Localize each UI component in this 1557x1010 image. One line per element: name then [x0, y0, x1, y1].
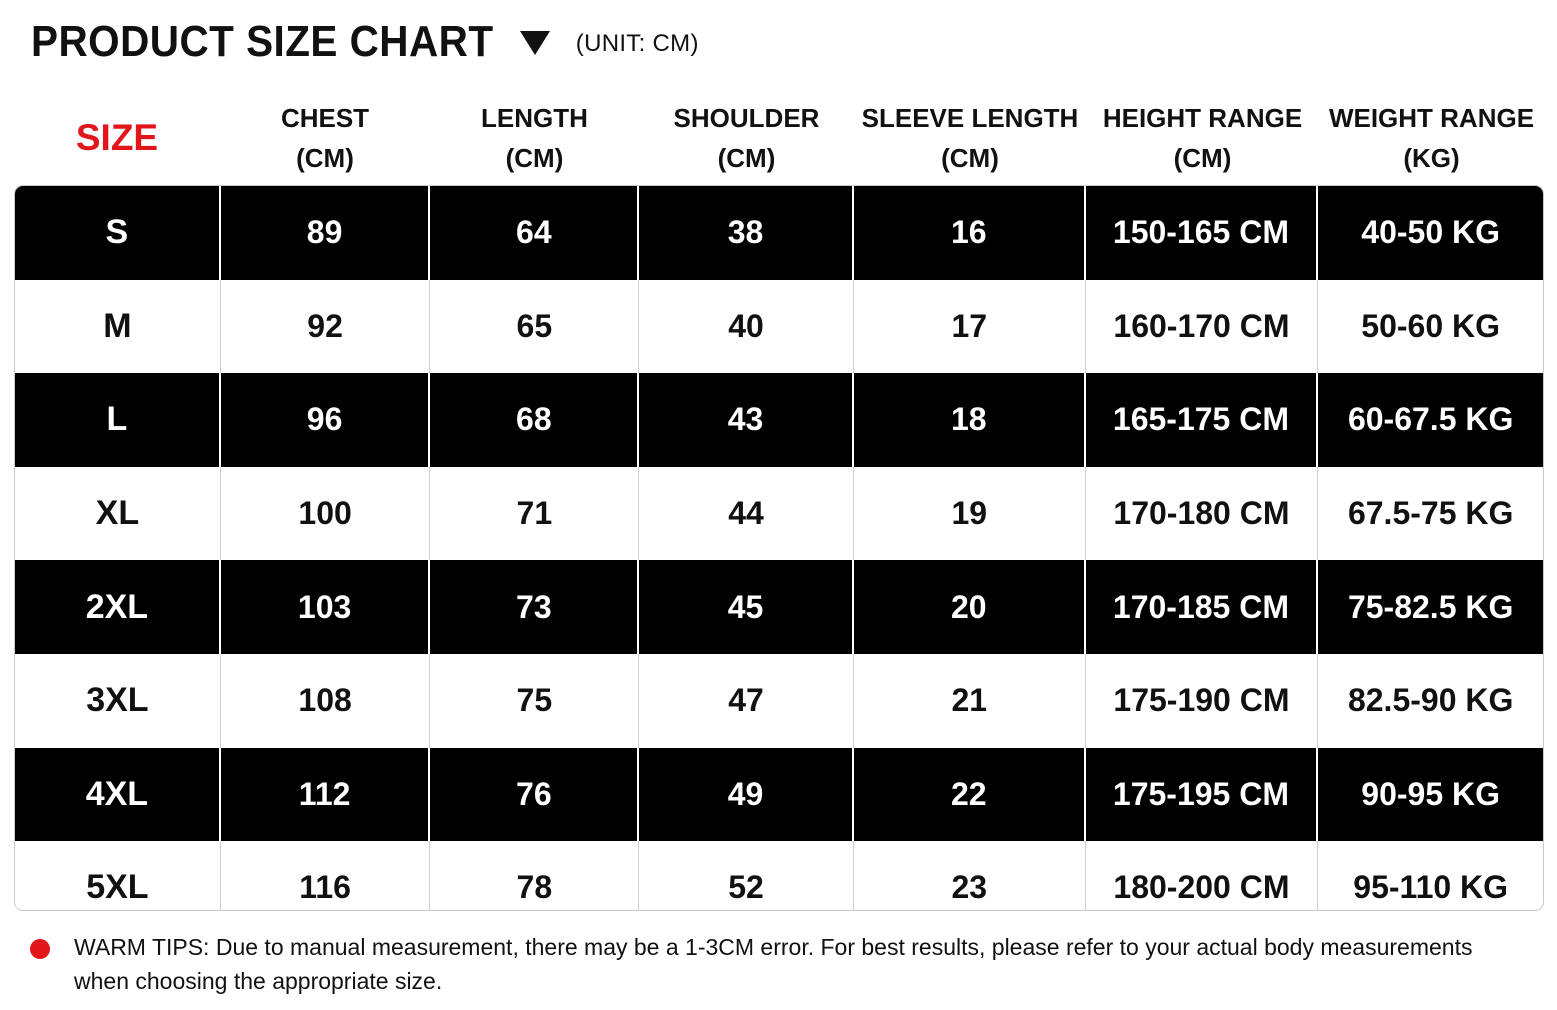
cell-size: L: [15, 373, 221, 467]
cell-chest: 108: [221, 654, 431, 748]
cell-weight-range: 82.5-90 KG: [1347, 682, 1514, 719]
cell-height-range: 175-190 CM: [1086, 654, 1319, 748]
cell-size: M: [15, 280, 221, 374]
cell-shoulder: 38: [639, 186, 854, 280]
page-title: PRODUCT SIZE CHART: [31, 17, 494, 66]
cell-sleeve-length: 23: [854, 841, 1086, 911]
cell-length: 76: [430, 748, 639, 842]
header-height-range: [1086, 92, 1319, 184]
cell-chest: 112: [221, 748, 431, 842]
table-row: [15, 373, 1543, 467]
cell-sleeve-length: 18: [854, 373, 1086, 467]
cell-length: 65: [430, 280, 639, 374]
table-row: [15, 841, 1543, 911]
cell-length: 73: [430, 560, 639, 654]
header-weight-range-label: WEIGHT RANGE: [1328, 103, 1535, 133]
cell-chest: 103: [221, 560, 431, 654]
table-row: [15, 467, 1543, 561]
cell-chest: 116: [221, 841, 431, 911]
header-shoulder: [639, 92, 854, 184]
cell-height-range: 170-185 CM: [1086, 560, 1319, 654]
cell-weight-range: 75-82.5 KG: [1347, 588, 1514, 625]
cell-shoulder: 40: [639, 280, 854, 374]
cell-chest: 100: [221, 467, 431, 561]
header-height-range-unit: (CM): [1173, 143, 1232, 173]
cell-sleeve-length: 19: [854, 467, 1086, 561]
cell-weight-range: 90-95 KG: [1361, 775, 1501, 812]
triangle-down-icon: [520, 31, 550, 55]
header-shoulder-unit: (CM): [717, 143, 776, 173]
table-row: [15, 654, 1543, 748]
header-sleeve-length-unit: (CM): [941, 143, 999, 173]
cell-size: 4XL: [15, 748, 221, 842]
header-height-range-label: HEIGHT RANGE: [1102, 103, 1303, 133]
cell-shoulder: 43: [639, 373, 854, 467]
cell-weight-range: 60-67.5 KG: [1347, 401, 1514, 438]
size-table: [14, 185, 1544, 911]
cell-shoulder: 49: [639, 748, 854, 842]
cell-chest: 96: [221, 373, 431, 467]
cell-height-range: 180-200 CM: [1086, 841, 1319, 911]
cell-length: 71: [430, 467, 639, 561]
cell-height-range: 170-180 CM: [1086, 467, 1319, 561]
cell-weight-range: 50-60 KG: [1361, 307, 1501, 344]
red-dot-icon: [30, 939, 50, 959]
cell-size: 2XL: [15, 560, 221, 654]
cell-weight-range: 40-50 KG: [1361, 214, 1501, 251]
warm-tips-text: WARM TIPS: Due to manual measurement, there may be a 1-3CM error. For best results, please refer to your actual body measurements when choosing the appropriate size.: [74, 934, 1473, 994]
table-row: [15, 186, 1543, 280]
cell-size: XL: [15, 467, 221, 561]
cell-shoulder: 47: [639, 654, 854, 748]
cell-height-range: 160-170 CM: [1086, 280, 1319, 374]
header-size-label: SIZE: [75, 117, 159, 158]
cell-height-range: 175-195 CM: [1086, 748, 1319, 842]
header-chest-label: CHEST: [280, 103, 370, 133]
cell-size: 3XL: [15, 654, 221, 748]
cell-size: S: [15, 186, 221, 280]
warm-tips: [30, 930, 1530, 998]
cell-weight-range: 67.5-75 KG: [1347, 495, 1514, 532]
cell-height-range: 150-165 CM: [1086, 186, 1319, 280]
cell-length: 64: [430, 186, 639, 280]
header-weight-range-unit: (KG): [1403, 143, 1460, 173]
header-chest: [220, 92, 430, 184]
cell-shoulder: 44: [639, 467, 854, 561]
unit-label: (UNIT: CM): [575, 30, 699, 57]
cell-size: 5XL: [15, 841, 221, 911]
cell-sleeve-length: 21: [854, 654, 1086, 748]
cell-weight-range: 95-110 KG: [1353, 869, 1509, 906]
table-row: [15, 280, 1543, 374]
cell-chest: 92: [221, 280, 431, 374]
cell-shoulder: 52: [639, 841, 854, 911]
cell-length: 68: [430, 373, 639, 467]
cell-length: 75: [430, 654, 639, 748]
cell-sleeve-length: 20: [854, 560, 1086, 654]
table-header: [14, 92, 1544, 184]
header-length-label: LENGTH: [481, 103, 588, 133]
header-size: [14, 92, 220, 184]
cell-chest: 89: [221, 186, 431, 280]
title-row: [31, 14, 699, 70]
header-shoulder-label: SHOULDER: [673, 103, 820, 133]
cell-sleeve-length: 22: [854, 748, 1086, 842]
header-chest-unit: (CM): [296, 143, 354, 173]
table-row: [15, 748, 1543, 842]
cell-sleeve-length: 16: [854, 186, 1086, 280]
cell-shoulder: 45: [639, 560, 854, 654]
cell-length: 78: [430, 841, 639, 911]
cell-sleeve-length: 17: [854, 280, 1086, 374]
table-row: [15, 560, 1543, 654]
cell-height-range: 165-175 CM: [1086, 373, 1319, 467]
header-weight-range: [1319, 92, 1544, 184]
header-length-unit: (CM): [505, 143, 564, 173]
header-sleeve-length-label: SLEEVE LENGTH: [861, 103, 1079, 133]
header-length: [430, 92, 639, 184]
header-sleeve-length: [854, 92, 1086, 184]
